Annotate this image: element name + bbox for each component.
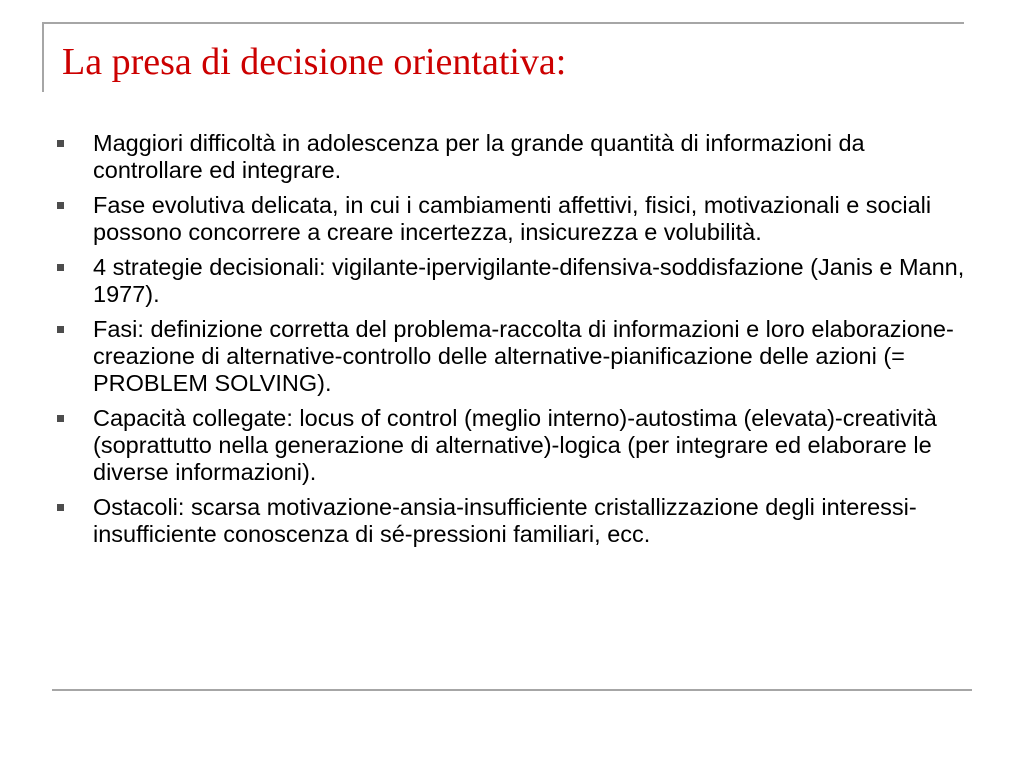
bullet-text: Capacità collegate: locus of control (meglio interno)-autostima (elevata)-creatività (soprattutto nella generazione di alternative)-logica (per integrare ed elaborare le diverse informazioni).: [93, 405, 937, 485]
square-bullet-icon: [57, 504, 64, 511]
square-bullet-icon: [57, 415, 64, 422]
bullet-item: [55, 192, 965, 246]
square-bullet-icon: [57, 326, 64, 333]
bullet-text: Fasi: definizione corretta del problema-raccolta di informazioni e loro elaborazione-creazione di alternative-controllo delle alternative-pianificazione delle azioni (= PROBLEM SOLVING).: [93, 316, 954, 396]
bullet-item: [55, 405, 965, 486]
bullet-item: [55, 316, 965, 397]
top-border-line: [42, 22, 964, 24]
left-border-line: [42, 22, 44, 92]
bullet-text: Fase evolutiva delicata, in cui i cambiamenti affettivi, fisici, motivazionali e sociali possono concorrere a creare incertezza, insicurezza e volubilità.: [93, 192, 932, 245]
square-bullet-icon: [57, 202, 64, 209]
slide-title: La presa di decisione orientativa:: [62, 41, 567, 83]
bullet-text: Maggiori difficoltà in adolescenza per la grande quantità di informazioni da controllare ed integrare.: [93, 130, 865, 183]
bullet-item: [55, 130, 965, 184]
bullet-list: [55, 130, 965, 556]
bullet-item: [55, 494, 965, 548]
bullet-text: Ostacoli: scarsa motivazione-ansia-insufficiente cristallizzazione degli interessi-insufficiente conoscenza di sé-pressioni familiari, ecc.: [93, 494, 917, 547]
square-bullet-icon: [57, 264, 64, 271]
square-bullet-icon: [57, 140, 64, 147]
bullet-text: 4 strategie decisionali: vigilante-ipervigilante-difensiva-soddisfazione (Janis e Mann, 1977).: [93, 254, 965, 307]
bullet-item: [55, 254, 965, 308]
footer-divider: [52, 689, 972, 691]
